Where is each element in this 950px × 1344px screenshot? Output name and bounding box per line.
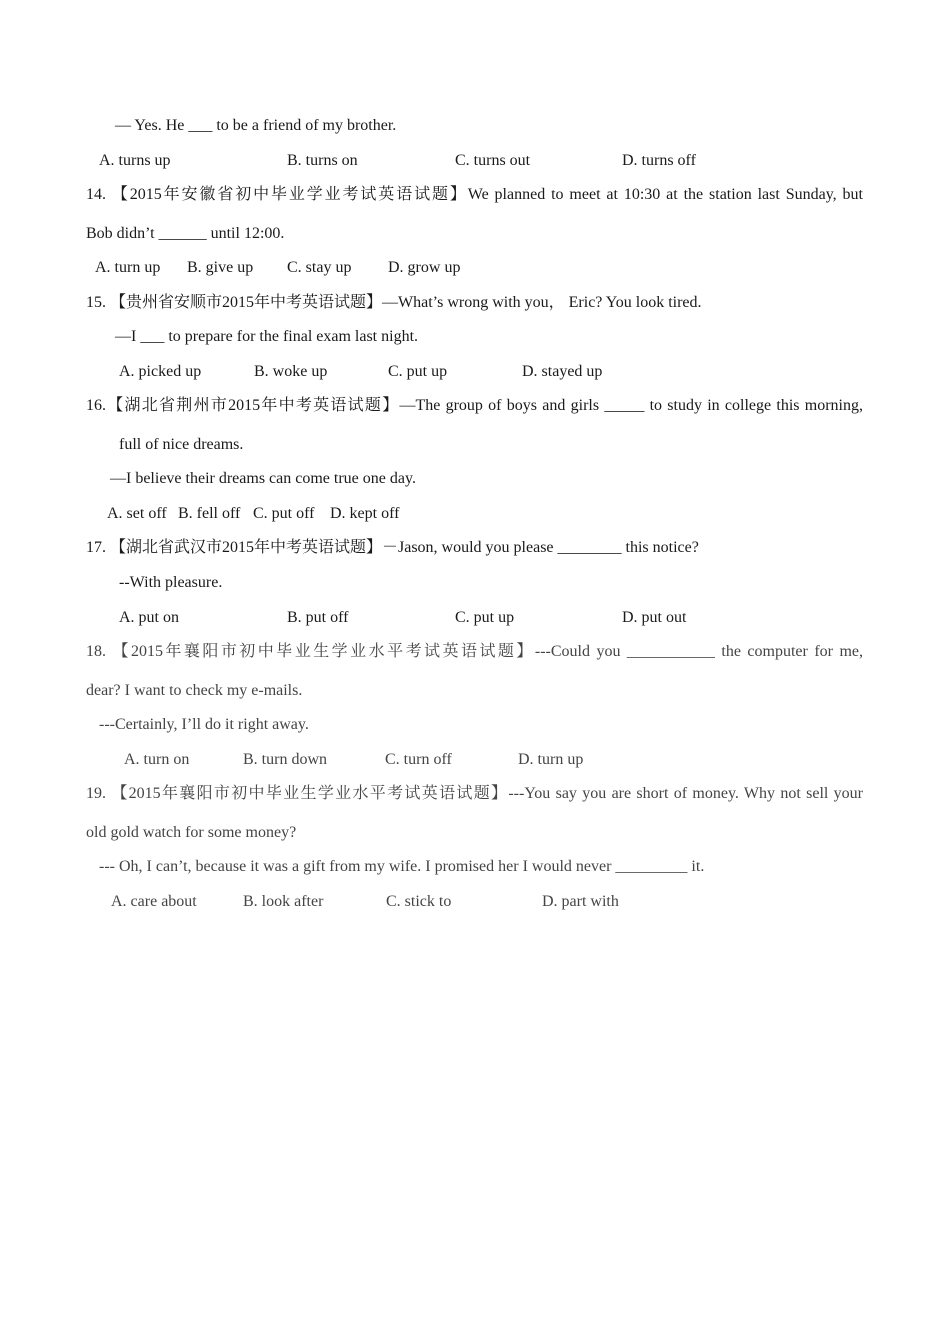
q14-option-d: D. grow up (388, 259, 461, 276)
q16-option-d: D. kept off (330, 505, 400, 522)
q15-option-c: C. put up (388, 363, 448, 380)
q17-option-a: A. put on (119, 609, 179, 626)
q16-option-c: C. put off (253, 505, 315, 522)
q14-option-c: C. stay up (287, 259, 352, 276)
q16-question-line2: full of nice dreams. (119, 436, 244, 453)
q14-option-b: B. give up (187, 259, 254, 276)
q18-option-a: A. turn on (124, 751, 190, 768)
q17-option-d: D. put out (622, 609, 687, 626)
q16-question-line1: 16.【湖北省荆州市2015年中考英语试题】—The group of boys and girls _____ to study in college this morning, (86, 397, 863, 414)
q14-option-a: A. turn up (95, 259, 161, 276)
q16-option-b: B. fell off (178, 505, 241, 522)
q18-option-d: D. turn up (518, 751, 584, 768)
q15-option-a: A. picked up (119, 363, 202, 380)
q19-question-line1: 19. 【2015年襄阳市初中毕业生学业水平考试英语试题】---You say you are short of money. Why not sell your (86, 785, 863, 802)
q19-question-line2: old gold watch for some money? (86, 824, 297, 841)
q15-question-line2: —I ___ to prepare for the final exam last night. (115, 328, 419, 345)
q19-option-c: C. stick to (386, 893, 452, 910)
q13-answer-line: — Yes. He ___ to be a friend of my brother. (115, 117, 397, 134)
q19-option-b: B. look after (243, 893, 324, 910)
q18-option-b: B. turn down (243, 751, 327, 768)
q16-reply-line: —I believe their dreams can come true one day. (110, 470, 416, 487)
q18-reply-line: ---Certainly, I’ll do it right away. (99, 716, 309, 733)
q19-option-d: D. part with (542, 893, 619, 910)
q15-option-d: D. stayed up (522, 363, 603, 380)
q13-option-d: D. turns off (622, 152, 696, 169)
q16-option-a: A. set off (107, 505, 167, 522)
q18-question-line1: 18. 【2015年襄阳市初中毕业生学业水平考试英语试题】---Could you ___________ the computer for me, (86, 643, 863, 660)
q15-question-line1: 15. 【贵州省安顺市2015年中考英语试题】—What’s wrong with you， Eric? You look tired. (86, 294, 702, 311)
q13-option-b: B. turns on (287, 152, 358, 169)
q17-reply-line: --With pleasure. (119, 574, 223, 591)
q19-reply-line: --- Oh, I can’t, because it was a gift from my wife. I promised her I would never _________ it. (99, 858, 705, 875)
q18-option-c: C. turn off (385, 751, 452, 768)
q14-question-line1: 14. 【2015年安徽省初中毕业学业考试英语试题】We planned to meet at 10:30 at the station last Sunday, but (86, 186, 863, 203)
q15-option-b: B. woke up (254, 363, 328, 380)
q17-option-c: C. put up (455, 609, 515, 626)
q17-question-line1: 17. 【湖北省武汉市2015年中考英语试题】－Jason, would you please ________ this notice? (86, 539, 699, 556)
q18-question-line2: dear? I want to check my e-mails. (86, 682, 303, 699)
q13-option-c: C. turns out (455, 152, 531, 169)
q17-option-b: B. put off (287, 609, 349, 626)
q14-question-line2: Bob didn’t ______ until 12:00. (86, 225, 285, 242)
q13-option-a: A. turns up (99, 152, 171, 169)
q19-option-a: A. care about (111, 893, 197, 910)
